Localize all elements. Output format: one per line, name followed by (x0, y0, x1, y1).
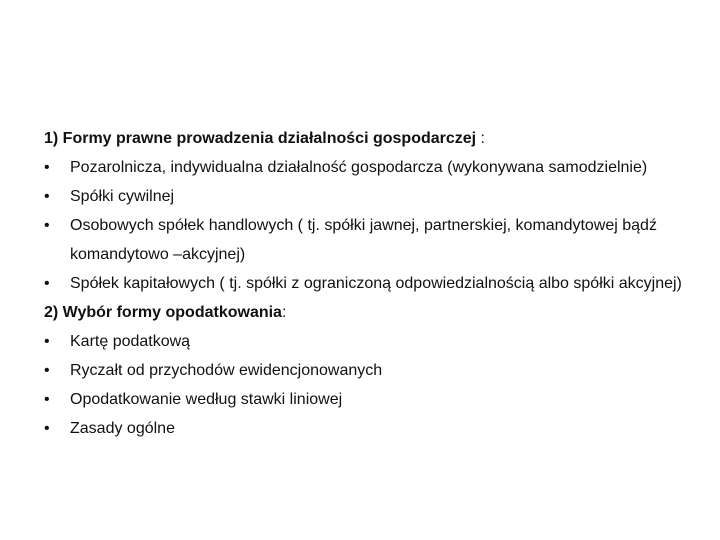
list-item (44, 414, 684, 443)
list-item-text: Ryczałt od przychodów ewidencjonowanych (70, 362, 383, 379)
bullet-icon: • (44, 159, 50, 176)
section2-list (44, 327, 684, 443)
list-item-text: Spółki cywilnej (70, 188, 175, 205)
list-item (44, 182, 684, 211)
section2-heading-colon: : (281, 304, 287, 321)
section2-heading (44, 298, 684, 327)
list-item (44, 356, 684, 385)
list-item (44, 269, 684, 298)
list-item-text: Opodatkowanie według stawki liniowej (70, 391, 343, 408)
list-item (44, 327, 684, 356)
bullet-icon: • (44, 391, 50, 408)
section1-heading-text: 1) Formy prawne prowadzenia działalności gospodarczej (44, 130, 477, 147)
list-item-text: Kartę podatkową (70, 333, 191, 350)
section2-heading-text: 2) Wybór formy opodatkowania (44, 304, 282, 321)
section1-heading-colon: : (476, 130, 485, 147)
list-item (44, 153, 684, 182)
bullet-icon: • (44, 362, 50, 379)
list-item (44, 385, 684, 414)
bullet-icon: • (44, 275, 50, 292)
content-body (44, 124, 684, 443)
section1-list (44, 153, 684, 298)
list-item-text: Spółek kapitałowych ( tj. spółki z ograniczoną odpowiedzialnością albo spółki akcyjnej) (70, 275, 682, 292)
bullet-icon: • (44, 217, 50, 234)
list-item-text: Pozarolnicza, indywidualna działalność gospodarcza (wykonywana samodzielnie) (70, 159, 648, 176)
list-item-text: Zasady ogólne (70, 420, 175, 437)
section1-heading (44, 124, 684, 153)
bullet-icon: • (44, 188, 50, 205)
bullet-icon: • (44, 333, 50, 350)
list-item (44, 211, 684, 269)
bullet-icon: • (44, 420, 50, 437)
list-item-text: Osobowych spółek handlowych ( tj. spółki jawnej, partnerskiej, komandytowej bądź komandytowo –akcyjnej) (70, 217, 657, 263)
